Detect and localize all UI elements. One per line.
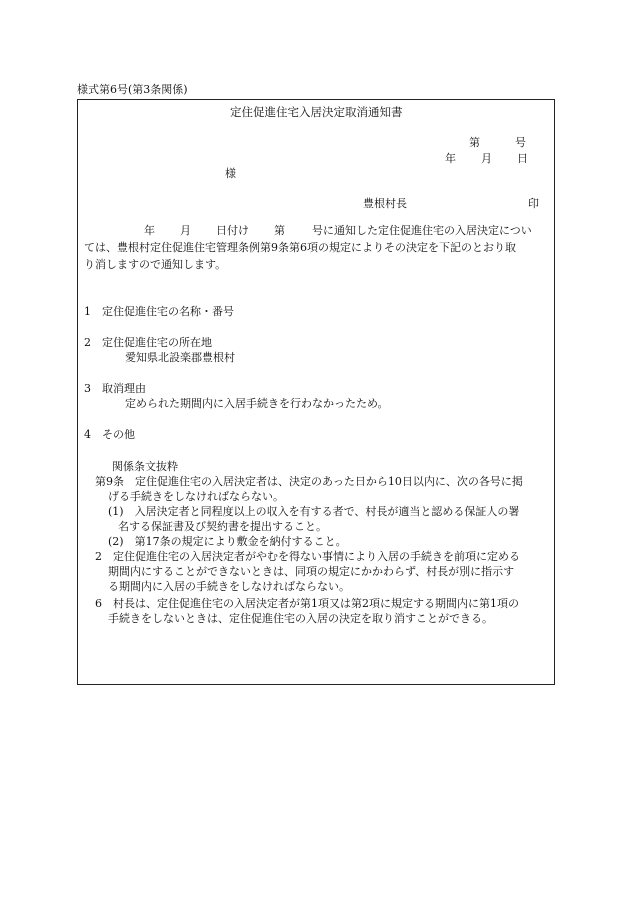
- date-month-label: 月: [481, 152, 492, 165]
- body-line1-text: 号に通知した定住促進住宅の入居決定につい: [312, 224, 532, 237]
- extract-title: 関係条文抜粋: [112, 460, 178, 473]
- addressee-honorific: 様: [225, 167, 236, 180]
- section-4-heading: 4 その他: [84, 428, 135, 441]
- section-3-heading: 3 取消理由: [84, 382, 146, 395]
- extract-line: (1) 入居決定者と同程度以上の収入を有する者で、村長が適当と認める保証人の署: [108, 505, 520, 518]
- extract-line: 名する保証書及び契約書を提出すること。: [118, 520, 327, 533]
- section-2-value: 愛知県北設楽郡豊根村: [125, 351, 235, 364]
- extract-line: 手続きをしないときは、定住促進住宅の入居の決定を取り消すことができる。: [108, 612, 493, 625]
- form-label: 様式第6号(第3条関係): [77, 83, 188, 96]
- body-year: 年: [144, 224, 155, 237]
- document-title: 定住促進住宅入居決定取消通知書: [230, 105, 403, 119]
- issuer-mayor: 豊根村長: [363, 197, 407, 210]
- date-day-label: 日: [517, 152, 528, 165]
- extract-line: 2 定住促進住宅の入居決定者がやむを得ない事情により入居の手続きを前項に定める: [95, 550, 520, 563]
- body-day: 日付け: [216, 224, 249, 237]
- extract-line: げる手続きをしなければならない。: [108, 490, 284, 503]
- body-month: 月: [180, 224, 191, 237]
- date-year-label: 年: [445, 152, 456, 165]
- seal-mark: 印: [528, 197, 539, 210]
- extract-line: (2) 第17条の規定により敷金を納付すること。: [108, 535, 347, 548]
- extract-line: 期間内にすることができないときは、同項の規定にかかわらず、村長が別に指示す: [108, 565, 515, 578]
- body-line-3: り消しますので通知します。: [84, 258, 227, 271]
- body-dai: 第: [274, 224, 285, 237]
- section-2-heading: 2 定住促進住宅の所在地: [84, 336, 212, 349]
- extract-line: 6 村長は、定住促進住宅の入居決定者が第1項又は第2項に規定する期間内に第1項の: [95, 597, 519, 610]
- number-go-label: 号: [515, 136, 526, 149]
- section-1-heading: 1 定住促進住宅の名称・番号: [84, 305, 234, 318]
- extract-line: 第9条 定住促進住宅の入居決定者は、決定のあった日から10日以内に、次の各号に掲: [95, 475, 523, 488]
- body-line-2: ては、豊根村定住促進住宅管理条例第9条第6項の規定によりその決定を下記のとおり取: [84, 241, 516, 254]
- number-dai-label: 第: [469, 136, 480, 149]
- extract-line: る期間内に入居の手続きをしなければならない。: [108, 580, 350, 593]
- section-3-value: 定められた期間内に入居手続きを行わなかったため。: [125, 397, 389, 410]
